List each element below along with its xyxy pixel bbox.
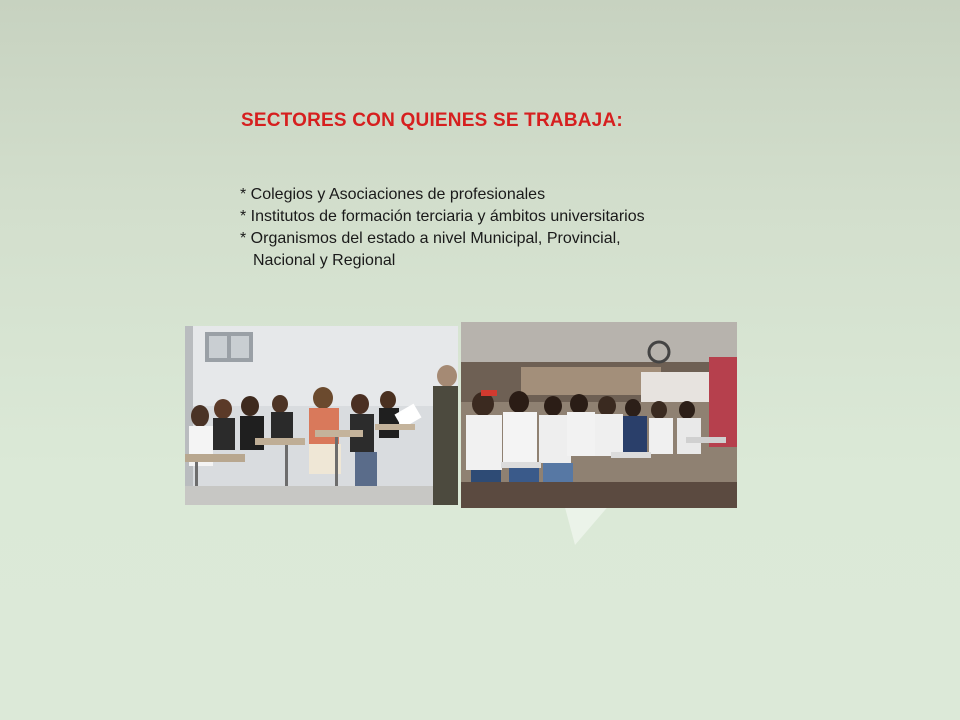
bullet-item-continuation: Nacional y Regional xyxy=(253,252,396,269)
auditorium-students-photo xyxy=(461,322,737,508)
bullet-item: * Colegios y Asociaciones de profesionales xyxy=(240,186,546,203)
classroom-students-photo xyxy=(185,326,458,505)
slide-title: SECTORES CON QUIENES SE TRABAJA: xyxy=(241,110,623,131)
bullet-list xyxy=(240,184,760,272)
bullet-item: * Institutos de formación terciaria y ámbitos universitarios xyxy=(240,208,645,225)
bullet-item: * Organismos del estado a nivel Municipal, Provincial, xyxy=(240,230,621,247)
